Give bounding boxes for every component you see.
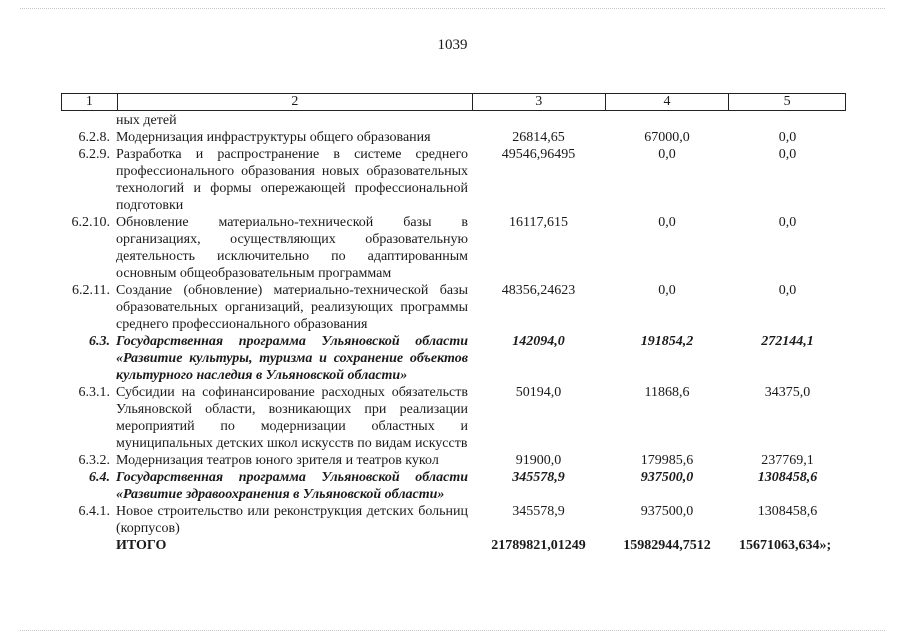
- table-row: [61, 452, 846, 469]
- table-row: [61, 214, 846, 282]
- scan-edge-bottom: [20, 630, 885, 632]
- row-value-col5: 237769,1: [761, 453, 814, 468]
- row-value-col5: 1308458,6: [757, 470, 818, 485]
- table-header-row: [61, 93, 846, 111]
- total-label: ИТОГО: [116, 538, 167, 553]
- scan-edge-top: [20, 8, 885, 10]
- row-value-col4: 11868,6: [644, 385, 690, 400]
- row-value-col5: 272144,1: [761, 334, 814, 349]
- header-col-4: 4: [605, 94, 729, 110]
- row-value-col5: 1308458,6: [757, 504, 818, 519]
- row-name: Новое строительство или реконструкция детских больниц (корпусов): [116, 504, 468, 536]
- program-row: [61, 469, 846, 503]
- total-value-col5: 15671063,634»;: [739, 538, 832, 553]
- row-name: ных детей: [116, 113, 177, 128]
- row-number: 6.2.9.: [78, 147, 110, 162]
- row-value-col5: 34375,0: [764, 385, 811, 400]
- row-value-col4: 67000,0: [644, 130, 690, 145]
- row-name: Модернизация театров юного зрителя и театров кукол: [116, 453, 439, 468]
- header-col-5: 5: [728, 94, 845, 110]
- row-number: 6.3.2.: [78, 453, 110, 468]
- table-row: [61, 384, 846, 452]
- table-row: [61, 146, 846, 214]
- row-value-col4: 191854,2: [640, 334, 694, 349]
- row-value-col3: 50194,0: [515, 385, 562, 400]
- program-row: [61, 333, 846, 384]
- page-number: 1039: [437, 37, 468, 53]
- table-row: [61, 112, 846, 129]
- row-value-col5: 0,0: [778, 147, 797, 162]
- row-number: 6.2.10.: [71, 215, 110, 230]
- header-col-3: 3: [472, 94, 605, 110]
- row-name: Государственная программа Ульяновской области «Развитие культуры, туризма и сохранение объектов культурного наследия в Ульяновской области»: [116, 334, 468, 383]
- row-name: Субсидии на софинансирование расходных обязательств Ульяновской области, возникающих при реализации мероприятий по модернизации областных и муниципальных детских школ искусств по видам искусств: [116, 385, 468, 451]
- row-number: 6.4.1.: [78, 504, 110, 519]
- row-value-col3: 16117,615: [509, 215, 568, 230]
- table-body: [61, 112, 846, 554]
- row-value-col4: 937500,0: [640, 504, 694, 519]
- row-value-col5: 0,0: [778, 215, 797, 230]
- row-number: 6.3.1.: [78, 385, 110, 400]
- row-name: Разработка и распространение в системе среднего профессионального образования новых образовательных технологий и формы опережающей профессиональной подготовки: [116, 147, 468, 213]
- row-value-col3: 49546,96495: [501, 147, 576, 162]
- header-col-1: 1: [85, 94, 93, 109]
- row-number: 6.2.11.: [72, 283, 110, 298]
- row-value-col4: 0,0: [658, 283, 676, 298]
- row-value-col5: 0,0: [778, 283, 797, 298]
- row-number: 6.4.: [89, 470, 110, 485]
- row-value-col3: 345578,9: [512, 470, 565, 485]
- total-row: [61, 537, 846, 554]
- row-name: Модернизация инфраструктуры общего образования: [116, 130, 431, 145]
- row-value-col3: 91900,0: [515, 453, 562, 468]
- row-number: 6.2.8.: [78, 130, 110, 145]
- table-row: [61, 282, 846, 333]
- row-name: Обновление материально-технической базы в организациях, осуществляющих образовательную деятельность исключительно по адаптированным основным общеобразовательным программам: [116, 215, 468, 281]
- row-name: Государственная программа Ульяновской области «Развитие здравоохранения в Ульяновской области»: [116, 470, 468, 502]
- row-value-col4: 937500,0: [640, 470, 694, 485]
- row-number: 6.3.: [89, 334, 110, 349]
- row-value-col4: 179985,6: [640, 453, 694, 468]
- total-value-col4: 15982944,7512: [623, 538, 711, 553]
- row-value-col4: 0,0: [658, 147, 676, 162]
- row-value-col3: 26814,65: [512, 130, 565, 145]
- row-value-col3: 345578,9: [512, 504, 565, 519]
- row-value-col4: 0,0: [658, 215, 676, 230]
- row-value-col5: 0,0: [778, 130, 797, 145]
- header-col-2: 2: [117, 94, 472, 110]
- row-value-col3: 48356,24623: [501, 283, 576, 298]
- table-row: [61, 503, 846, 537]
- row-value-col3: 142094,0: [512, 334, 565, 349]
- total-value-col3: 21789821,01249: [491, 538, 586, 553]
- table-row: [61, 129, 846, 146]
- row-name: Создание (обновление) материально-технической базы образовательных организаций, реализующих программы среднего профессионального образования: [116, 283, 468, 332]
